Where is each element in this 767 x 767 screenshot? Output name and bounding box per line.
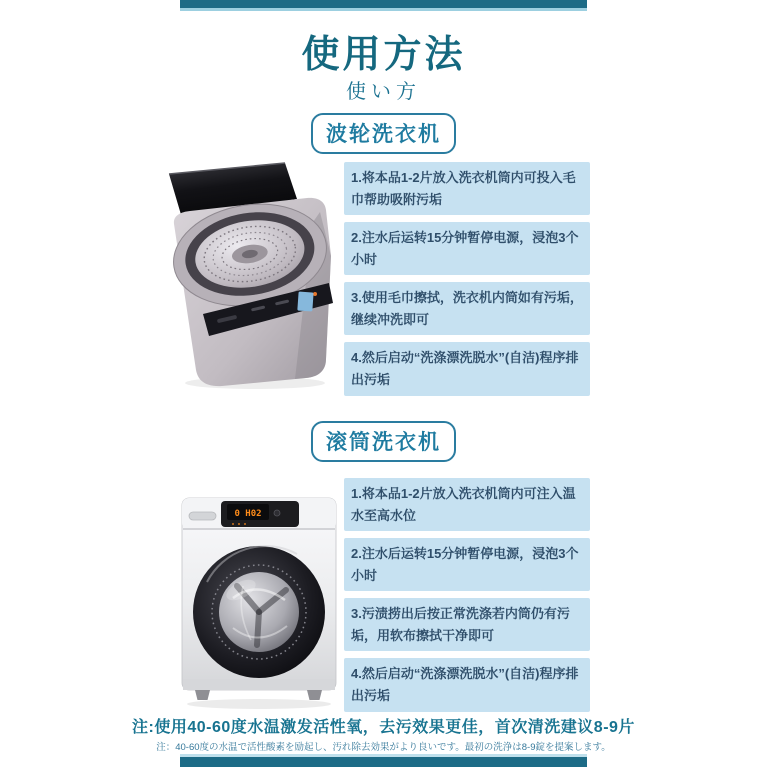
step-box: 2.注水后运转15分钟暂停电源，浸泡3个小时 [344,222,590,275]
steps-drum [344,478,590,711]
section-drum-header [0,421,767,462]
step-box: 2.注水后运转15分钟暂停电源，浸泡3个小时 [344,538,590,591]
top-accent-bar-dark [180,0,587,8]
section-pulsator [155,162,590,395]
usage-note-japanese: 注：40-60度の水温で活性酸素を励起し、汚れ除去効果がより良いです。最初の洗浄は8-9錠を提案します。 [156,742,611,753]
section-label-pulsator: 波轮洗衣机 [311,113,456,154]
section-pulsator-header [0,113,767,154]
bottom-accent-bar-dark [180,757,587,767]
top-load-washer-illustration [155,162,344,390]
usage-note-chinese: 注:使用40-60度水温激发活性氧，去污效果更佳，首次清洗建议8-9片 [132,719,635,736]
page-subtitle: 使い方 [346,81,421,103]
top-accent-bar-light [180,8,587,11]
steps-pulsator [344,162,590,395]
step-box: 3.污渍捞出后按正常洗涤若内筒仍有污垢，用软布擦拭干净即可 [344,598,590,651]
section-label-drum: 滚筒洗衣机 [311,421,456,462]
step-box: 1.将本品1-2片放入洗衣机筒内可投入毛巾帮助吸附污垢 [344,162,590,215]
page-title: 使用方法 [301,34,466,76]
front-load-washer-image [155,478,344,711]
step-box: 4.然后启动“洗涤漂洗脱水”(自洁)程序排出污垢 [344,342,590,395]
footer-notes [0,717,767,754]
step-box: 3.使用毛巾擦拭，洗衣机内筒如有污垢，继续冲洗即可 [344,282,590,335]
section-drum [155,478,590,711]
top-accent-bar [180,0,587,11]
step-box: 4.然后启动“洗涤漂洗脱水”(自洁)程序排出污垢 [344,658,590,711]
step-box: 1.将本品1-2片放入洗衣机筒内可注入温水至高水位 [344,478,590,531]
top-load-washer-image [155,162,344,395]
front-load-washer-illustration [177,482,342,711]
bottom-accent-bar [180,754,587,767]
washer-display-readout: 0 H02 [234,509,262,519]
